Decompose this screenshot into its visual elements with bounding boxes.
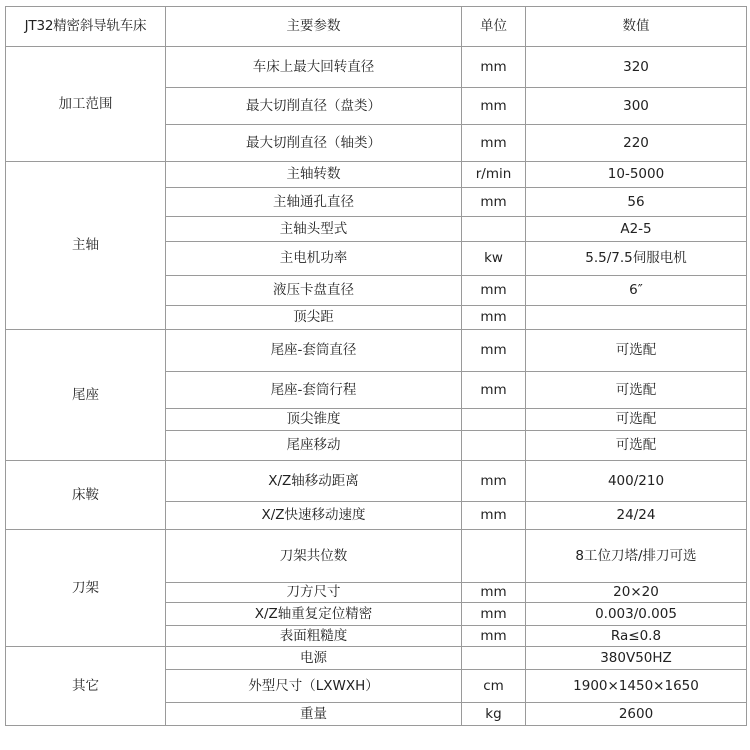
table-row xyxy=(6,162,747,188)
param-cell: 顶尖距 xyxy=(166,306,462,330)
param-cell: 液压卡盘直径 xyxy=(166,276,462,306)
param-cell: 最大切削直径（盘类） xyxy=(166,88,462,125)
param-cell: 尾座-套筒直径 xyxy=(166,330,462,372)
unit-cell: mm xyxy=(462,125,526,162)
table-row xyxy=(6,47,747,88)
group-label: 加工范围 xyxy=(6,47,166,162)
value-cell: 可选配 xyxy=(526,431,747,461)
unit-cell: mm xyxy=(462,583,526,603)
unit-cell xyxy=(462,217,526,242)
value-cell: 20×20 xyxy=(526,583,747,603)
param-cell: 主轴转数 xyxy=(166,162,462,188)
group-label: 主轴 xyxy=(6,162,166,330)
unit-cell xyxy=(462,409,526,431)
value-cell: 300 xyxy=(526,88,747,125)
param-cell: 刀方尺寸 xyxy=(166,583,462,603)
unit-cell: mm xyxy=(462,461,526,502)
spec-table xyxy=(5,6,747,726)
value-cell: 24/24 xyxy=(526,502,747,530)
param-cell: 最大切削直径（轴类） xyxy=(166,125,462,162)
param-cell: 重量 xyxy=(166,703,462,726)
param-cell: 顶尖锥度 xyxy=(166,409,462,431)
param-cell: X/Z快速移动速度 xyxy=(166,502,462,530)
param-cell: 尾座-套筒行程 xyxy=(166,372,462,409)
param-cell: X/Z轴移动距离 xyxy=(166,461,462,502)
unit-cell: mm xyxy=(462,372,526,409)
header-row xyxy=(6,7,747,47)
value-cell: 400/210 xyxy=(526,461,747,502)
table-row xyxy=(6,530,747,583)
param-cell: 主轴头型式 xyxy=(166,217,462,242)
param-cell: 表面粗糙度 xyxy=(166,626,462,647)
unit-cell: kw xyxy=(462,242,526,276)
value-cell xyxy=(526,306,747,330)
param-cell: 外型尺寸（LXWXH） xyxy=(166,670,462,703)
unit-cell xyxy=(462,530,526,583)
header-value: 数值 xyxy=(526,7,747,47)
value-cell: A2-5 xyxy=(526,217,747,242)
param-cell: X/Z轴重复定位精密 xyxy=(166,603,462,626)
unit-cell: mm xyxy=(462,330,526,372)
value-cell: 56 xyxy=(526,188,747,217)
value-cell: 可选配 xyxy=(526,372,747,409)
value-cell: Ra≤0.8 xyxy=(526,626,747,647)
value-cell: 1900×1450×1650 xyxy=(526,670,747,703)
value-cell: 可选配 xyxy=(526,330,747,372)
value-cell: 6″ xyxy=(526,276,747,306)
value-cell: 380V50HZ xyxy=(526,647,747,670)
unit-cell xyxy=(462,431,526,461)
header-unit: 单位 xyxy=(462,7,526,47)
unit-cell: mm xyxy=(462,188,526,217)
unit-cell: r/min xyxy=(462,162,526,188)
param-cell: 主电机功率 xyxy=(166,242,462,276)
param-cell: 刀架共位数 xyxy=(166,530,462,583)
unit-cell: kg xyxy=(462,703,526,726)
param-cell: 主轴通孔直径 xyxy=(166,188,462,217)
value-cell: 320 xyxy=(526,47,747,88)
table-row xyxy=(6,461,747,502)
param-cell: 车床上最大回转直径 xyxy=(166,47,462,88)
unit-cell: mm xyxy=(462,502,526,530)
value-cell: 8工位刀塔/排刀可选 xyxy=(526,530,747,583)
group-label: 尾座 xyxy=(6,330,166,461)
unit-cell: cm xyxy=(462,670,526,703)
value-cell: 220 xyxy=(526,125,747,162)
group-label: 床鞍 xyxy=(6,461,166,530)
unit-cell: mm xyxy=(462,88,526,125)
value-cell: 2600 xyxy=(526,703,747,726)
unit-cell: mm xyxy=(462,626,526,647)
unit-cell xyxy=(462,647,526,670)
table-row xyxy=(6,647,747,670)
value-cell: 0.003/0.005 xyxy=(526,603,747,626)
group-label: 其它 xyxy=(6,647,166,726)
value-cell: 可选配 xyxy=(526,409,747,431)
spec-table-body xyxy=(6,7,747,726)
unit-cell: mm xyxy=(462,276,526,306)
param-cell: 电源 xyxy=(166,647,462,670)
unit-cell: mm xyxy=(462,306,526,330)
param-cell: 尾座移动 xyxy=(166,431,462,461)
header-title: JT32精密斜导轨车床 xyxy=(6,7,166,47)
header-param: 主要参数 xyxy=(166,7,462,47)
group-label: 刀架 xyxy=(6,530,166,647)
unit-cell: mm xyxy=(462,47,526,88)
table-row xyxy=(6,330,747,372)
value-cell: 5.5/7.5伺服电机 xyxy=(526,242,747,276)
unit-cell: mm xyxy=(462,603,526,626)
value-cell: 10-5000 xyxy=(526,162,747,188)
